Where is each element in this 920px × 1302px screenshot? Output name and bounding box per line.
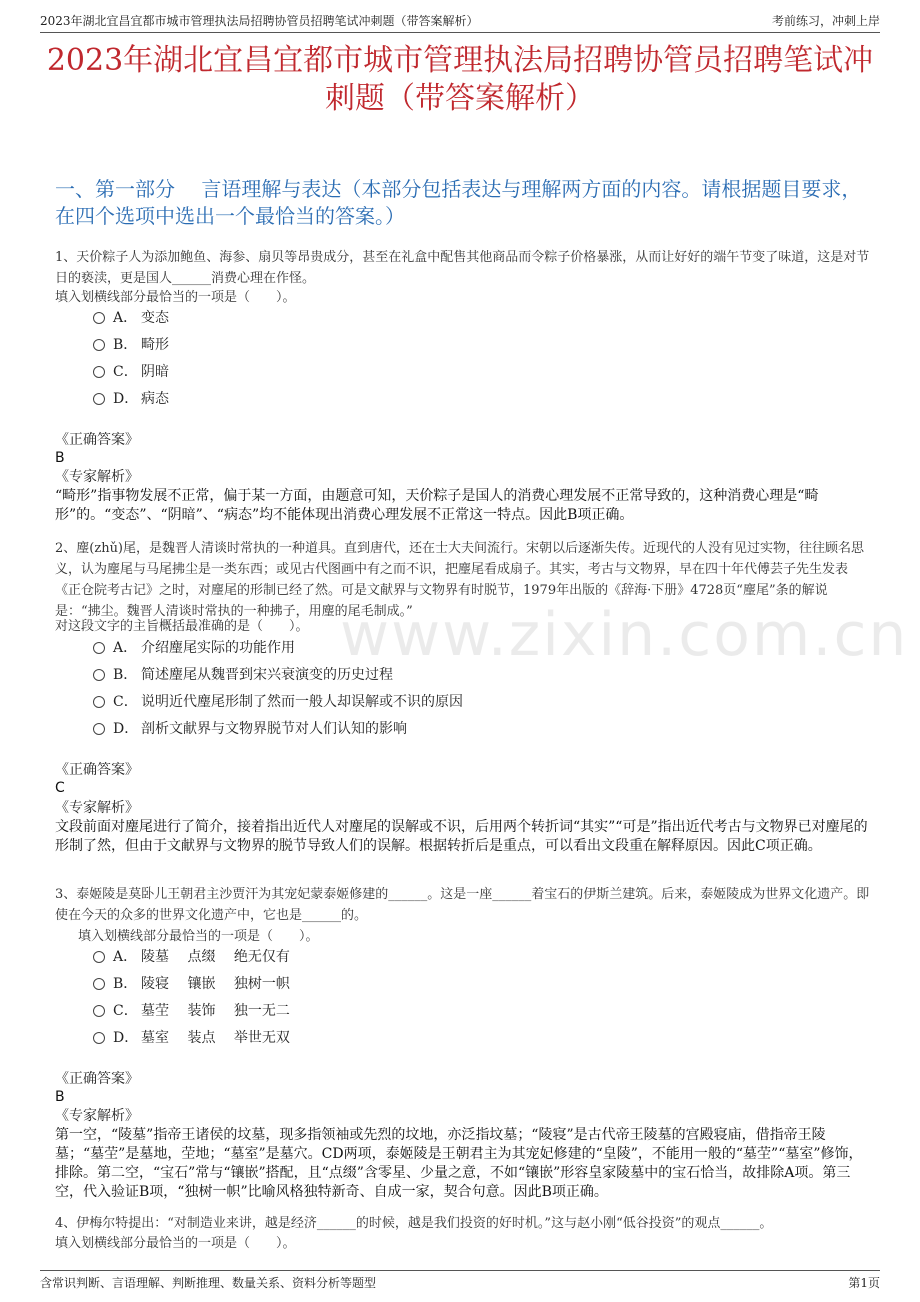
section-heading: 一、第一部分 言语理解与表达（本部分包括表达与理解两方面的内容。请根据题目要求，在四个选项中选出一个最恰当的答案。） bbox=[55, 177, 862, 228]
page-footer bbox=[40, 1270, 880, 1294]
question-1-option-d[interactable]: D． 病态 bbox=[93, 389, 169, 409]
question-2-answer: C bbox=[55, 780, 65, 796]
question-4-ask: 填入划横线部分最恰当的一项是（ ）。 bbox=[55, 1236, 296, 1251]
question-1-answer: B bbox=[55, 450, 65, 466]
question-3-answer: B bbox=[55, 1089, 65, 1105]
question-1-ask: 填入划横线部分最恰当的一项是（ ）。 bbox=[55, 290, 296, 305]
question-2-explanation: 文段前面对麈尾进行了简介，接着指出近代人对麈尾的误解或不识，后用两个转折词“其实”“可是”指出近代考古与文物界已对麈尾的形制了然，但由于文献界与文物界的脱节导致人们的误解。根据转折后是重点，可以看出文段重在解释原因。因此C项正确。 bbox=[55, 819, 868, 854]
question-3-option-d[interactable]: D． 墓室 装点 举世无双 bbox=[93, 1028, 290, 1048]
question-2-explain-label: 《专家解析》 bbox=[55, 800, 139, 816]
question-3-text: 3、泰姬陵是莫卧儿王朝君主沙贾汗为其宠妃蒙泰姬修建的______。这是一座______着宝石的伊斯兰建筑。后来，泰姬陵成为世界文化遗产。即使在今天的众多的世界文化遗产中，它也是______的。 bbox=[55, 887, 870, 923]
question-3-ask: 填入划横线部分最恰当的一项是（ ）。 bbox=[78, 929, 319, 944]
header-doc-title: 2023年湖北宜昌宜都市城市管理执法局招聘协管员招聘笔试冲刺题（带答案解析） bbox=[40, 14, 479, 28]
radio-icon[interactable] bbox=[93, 339, 105, 351]
question-1-answer-label: 《正确答案》 bbox=[55, 432, 139, 448]
radio-icon[interactable] bbox=[93, 642, 105, 654]
page-header bbox=[40, 12, 880, 33]
question-2-text: 2、麈(zhǔ)尾，是魏晋人清谈时常执的一种道具。直到唐代，还在士大夫间流行。宋朝以后逐渐失传。近现代的人没有见过实物，往往顾名思义，认为麈尾与马尾拂尘是一类东西；或见古代图画中有之而不识，把麈尾看成扇子。其实，考古与文物界，早在四十年代傅芸子先生发表《正仓院考古记》之时，对麈尾的形制已经了然。可是文献界与文物界有时脱节，1979年出版的《辞海·下册》4728页“麈尾”条的解说是：“拂尘。魏晋人清谈时常执的一种拂子，用麈的尾毛制成。” bbox=[55, 541, 865, 619]
question-2-option-d[interactable]: D． 剖析文献界与文物界脱节对人们认知的影响 bbox=[93, 719, 407, 739]
question-1-option-c[interactable]: C． 阴暗 bbox=[93, 362, 169, 382]
question-1-option-b[interactable]: B． 畸形 bbox=[93, 335, 169, 355]
watermark: www.zixin.com.cn bbox=[340, 600, 909, 670]
question-2-option-c[interactable]: C． 说明近代麈尾形制了然而一般人却误解或不识的原因 bbox=[93, 692, 463, 712]
radio-icon[interactable] bbox=[93, 723, 105, 735]
page-number: 第1页 bbox=[848, 1276, 880, 1290]
header-slogan: 考前练习，冲刺上岸 bbox=[771, 14, 880, 28]
question-1-explain-label: 《专家解析》 bbox=[55, 469, 139, 485]
question-2-option-b[interactable]: B． 简述麈尾从魏晋到宋兴衰演变的历史过程 bbox=[93, 665, 393, 685]
question-2-answer-label: 《正确答案》 bbox=[55, 762, 139, 778]
radio-icon[interactable] bbox=[93, 393, 105, 405]
question-4-text: 4、伊梅尔特提出：“对制造业来讲，越是经济______的时候，越是我们投资的好时机。”这与赵小刚“低谷投资”的观点______。 bbox=[55, 1216, 773, 1231]
question-3-option-a[interactable]: A． 陵墓 点缀 绝无仅有 bbox=[93, 947, 290, 967]
question-1-option-a[interactable]: A． 变态 bbox=[93, 308, 169, 328]
question-2-option-a[interactable]: A． 介绍麈尾实际的功能作用 bbox=[93, 638, 295, 658]
document-title: 2023年湖北宜昌宜都市城市管理执法局招聘协管员招聘笔试冲刺题（带答案解析） bbox=[46, 43, 874, 116]
question-3-answer-label: 《正确答案》 bbox=[55, 1071, 139, 1087]
radio-icon[interactable] bbox=[93, 366, 105, 378]
question-3-explanation: 第一空，“陵墓”指帝王诸侯的坟墓，现多指领袖或先烈的坟地，亦泛指坟墓；“陵寝”是古代帝王陵墓的宫殿寝庙，借指帝王陵墓；“墓茔”是墓地，茔地；“墓室”是墓穴。CD两项，泰姬陵是王朝君主为其宠妃修建的“皇陵”，不能用一般的“墓茔”“墓室”修饰，排除。第二空，“宝石”常与“镶嵌”搭配，且“点缀”含零星、少量之意，不如“镶嵌”形容皇家陵墓中的宝石恰当，故排除A项。第三空，代入验证B项，“独树一帜”比喻风格独特新奇、自成一家，契合句意。因此B项正确。 bbox=[55, 1127, 863, 1200]
question-2-ask: 对这段文字的主旨概括最准确的是（ ）。 bbox=[55, 619, 309, 634]
question-3-explain-label: 《专家解析》 bbox=[55, 1108, 139, 1124]
radio-icon[interactable] bbox=[93, 1005, 105, 1017]
footer-topics: 含常识判断、言语理解、判断推理、数量关系、资料分析等题型 bbox=[40, 1276, 377, 1290]
radio-icon[interactable] bbox=[93, 1032, 105, 1044]
question-3-option-c[interactable]: C． 墓茔 装饰 独一无二 bbox=[93, 1001, 290, 1021]
radio-icon[interactable] bbox=[93, 978, 105, 990]
radio-icon[interactable] bbox=[93, 696, 105, 708]
question-3-option-b[interactable]: B． 陵寝 镶嵌 独树一帜 bbox=[93, 974, 290, 994]
question-1-explanation: “畸形”指事物发展不正常，偏于某一方面，由题意可知，天价粽子是国人的消费心理发展不正常导致的，这种消费心理是“畸形”的。“变态”、“阴暗”、“病态”均不能体现出消费心理发展不正常这一特点。因此B项正确。 bbox=[55, 488, 819, 523]
radio-icon[interactable] bbox=[93, 669, 105, 681]
radio-icon[interactable] bbox=[93, 312, 105, 324]
radio-icon[interactable] bbox=[93, 951, 105, 963]
question-1-text: 1、天价粽子人为添加鲍鱼、海参、扇贝等昂贵成分，甚至在礼盒中配售其他商品而令粽子价格暴涨，从而让好好的端午节变了味道，这是对节日的亵渎，更是国人______消费心理在作怪。 bbox=[55, 250, 870, 286]
